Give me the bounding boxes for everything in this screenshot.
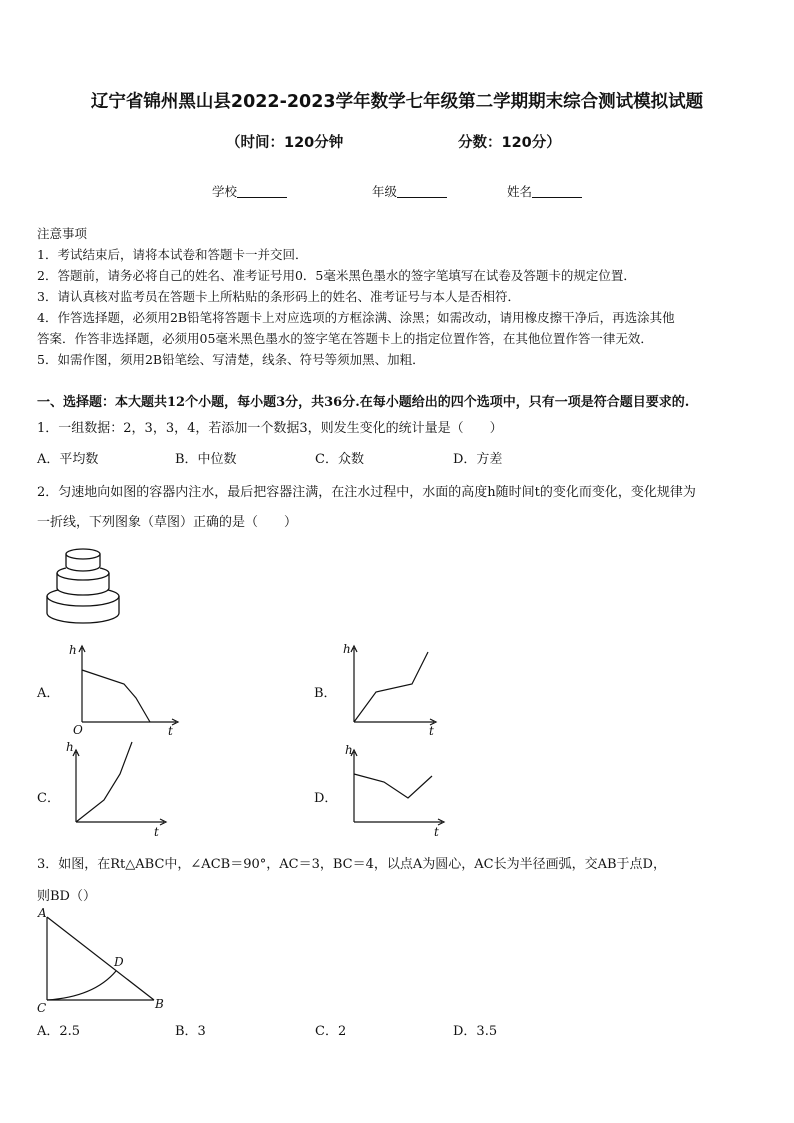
axis-h-label: h [66, 740, 74, 754]
note-line: 答案．作答非选择题，必须用05毫米黑色墨水的签字笔在答题卡上的指定位置作答，在其他位置作答一律无效． [37, 331, 653, 346]
grade-label: 年级 [372, 184, 398, 199]
q3-option-a: A．2.5 [37, 1024, 81, 1039]
q3-option-d: D．3.5 [453, 1024, 498, 1039]
q2-label-d: D． [314, 791, 338, 806]
school-blank [237, 185, 287, 198]
origin-label: O [73, 723, 83, 736]
graph-c [64, 738, 168, 838]
question-3-stem-line1: 3．如图，在Rt△ABC中，∠ACB＝90°，AC＝3，BC＝4，以点A为圆心，AC长为半径画弧，交AB于点D， [37, 857, 666, 872]
section-heading: 一、选择题：本大题共12个小题，每小题3分，共36分.在每小题给出的四个选项中，只有一项是符合题目要求的. [37, 395, 690, 410]
question-3-stem-line2: 则BD（） [37, 889, 96, 904]
q2-label-b: B． [314, 686, 337, 701]
graph-d [342, 742, 446, 838]
notes-heading: 注意事项 [37, 226, 88, 241]
axis-h-label: h [343, 642, 351, 656]
q2-label-c: C． [37, 791, 60, 806]
q1-option-b: B．中位数 [175, 452, 237, 467]
q3-option-c: C．2 [315, 1024, 347, 1039]
axis-t-label: t [434, 825, 439, 838]
q1-option-d: D．方差 [453, 452, 503, 467]
point-d-label: D [114, 955, 124, 969]
exam-score: 分数：120分） [458, 135, 561, 151]
school-field [212, 182, 287, 200]
point-a-label: A [38, 906, 47, 920]
axis-h-label: h [69, 643, 77, 657]
q1-option-a: A．平均数 [37, 452, 99, 467]
graph-a [66, 642, 184, 736]
grade-blank [397, 185, 447, 198]
question-1-stem: 1．一组数据：2，3，3，4，若添加一个数据3，则发生变化的统计量是（ ） [37, 421, 503, 436]
grade-field [372, 182, 447, 200]
graph-b [340, 640, 440, 736]
axis-h-label: h [345, 743, 353, 757]
q3-option-b: B．3 [175, 1024, 206, 1039]
note-line: 1．考试结束后，请将本试卷和答题卡一并交回． [37, 247, 308, 262]
question-2-stem-line1: 2．匀速地向如图的容器内注水，最后把容器注满，在注水过程中，水面的高度h随时间t的变化而变化，变化规律为 [37, 485, 696, 500]
name-label: 姓名 [507, 184, 533, 199]
stacked-container-figure [44, 546, 126, 630]
name-blank [532, 185, 582, 198]
point-b-label: B [155, 997, 164, 1011]
q1-option-c: C．众数 [315, 452, 364, 467]
triangle-figure [34, 905, 174, 1015]
note-line: 4．作答选择题，必须用2B铅笔将答题卡上对应选项的方框涂满、涂黑；如需改动，请用橡皮擦干净后，再选涂其他 [37, 310, 675, 325]
axis-t-label: t [154, 825, 159, 838]
point-c-label: C [37, 1001, 47, 1015]
axis-t-label: t [429, 724, 434, 736]
page-title: 辽宁省锦州黑山县2022-2023学年数学七年级第二学期期末综合测试模拟试题 [90, 92, 704, 112]
q2-label-a: A． [37, 686, 60, 701]
note-line: 3．请认真核对监考员在答题卡上所粘贴的条形码上的姓名、准考证号与本人是否相符． [37, 289, 520, 304]
question-2-stem-line2: 一折线，下列图象（草图）正确的是（ ） [37, 515, 298, 530]
exam-time: （时间：120分钟 [226, 135, 344, 151]
note-line: 2．答题前，请务必将自己的姓名、准考证号用0．5毫米黑色墨水的签字笔填写在试卷及答题卡的规定位置． [37, 268, 636, 283]
name-field [507, 182, 582, 200]
note-line: 5．如需作图，须用2B铅笔绘、写清楚，线条、符号等须加黑、加粗． [37, 352, 425, 367]
axis-t-label: t [168, 724, 173, 736]
school-label: 学校 [212, 184, 238, 199]
